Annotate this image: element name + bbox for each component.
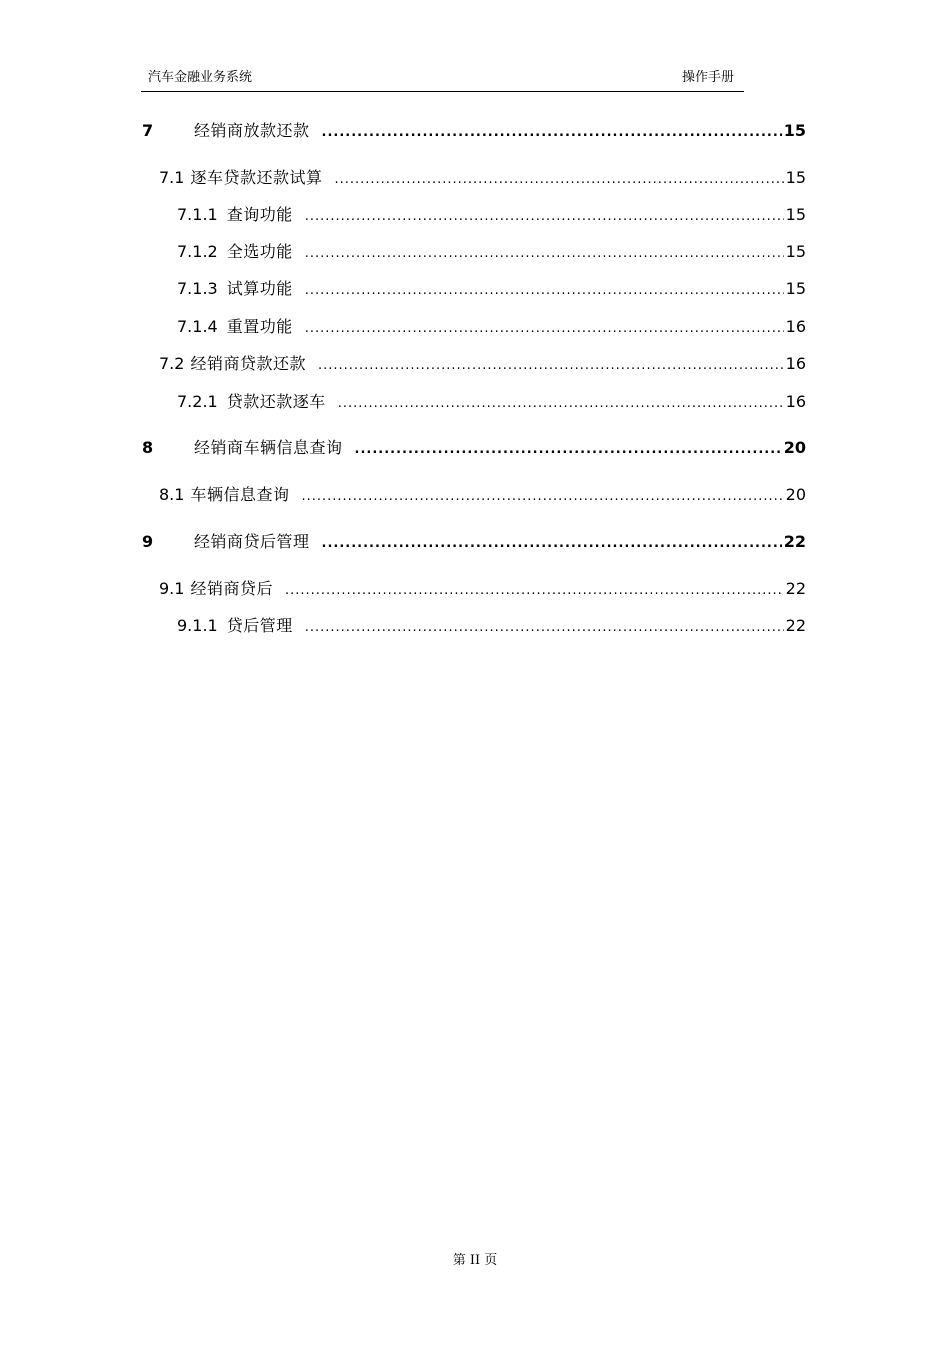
toc-page-number: 16 — [785, 354, 806, 373]
toc-number: 7.1.1 — [177, 205, 218, 224]
toc-entry[interactable] — [177, 613, 806, 637]
page-footer: 第 II 页 — [452, 1253, 498, 1268]
toc-leader — [301, 489, 783, 504]
toc-number: 7.1.4 — [177, 317, 218, 336]
toc-leader — [334, 172, 783, 187]
toc-title: 逐车贷款还款试算 — [190, 168, 323, 187]
toc-title: 重置功能 — [226, 317, 293, 336]
toc-number: 7.2 — [159, 354, 185, 373]
toc-entry[interactable] — [159, 165, 806, 189]
toc-title: 经销商贷后管理 — [194, 532, 310, 551]
toc-page-number: 22 — [783, 532, 806, 551]
toc-page-number: 20 — [783, 438, 806, 457]
toc-entry[interactable] — [159, 351, 806, 375]
toc-number: 8.1 — [159, 485, 185, 504]
toc-number: 9.1.1 — [177, 616, 218, 635]
header-divider — [141, 91, 744, 92]
toc-title: 经销商放款还款 — [194, 121, 310, 140]
toc-number: 7 — [142, 121, 154, 140]
toc-entry[interactable] — [142, 118, 806, 142]
toc-number: 9.1 — [159, 579, 185, 598]
toc-entry[interactable] — [177, 314, 806, 338]
toc-number: 7.1 — [159, 168, 185, 187]
toc-entry[interactable] — [159, 482, 806, 506]
toc-number: 9 — [142, 532, 154, 551]
toc-leader — [318, 358, 784, 373]
toc-leader — [305, 283, 784, 298]
toc-title: 经销商贷款还款 — [190, 354, 306, 373]
toc-leader — [322, 536, 782, 551]
toc-page-number: 15 — [785, 205, 806, 224]
toc-page-number: 15 — [783, 121, 806, 140]
toc-title: 经销商车辆信息查询 — [194, 438, 343, 457]
toc-page-number: 15 — [785, 242, 806, 261]
toc-title: 查询功能 — [226, 205, 293, 224]
toc-title: 经销商贷后 — [190, 579, 273, 598]
toc-page-number: 15 — [785, 168, 806, 187]
toc-page-number: 22 — [785, 616, 806, 635]
toc-number: 7.1.3 — [177, 279, 218, 298]
toc-page-number: 22 — [785, 579, 806, 598]
toc-page-number: 15 — [785, 279, 806, 298]
toc-number: 7.1.2 — [177, 242, 218, 261]
toc-title: 试算功能 — [226, 279, 293, 298]
toc-leader — [322, 125, 782, 140]
toc-entry[interactable] — [159, 576, 806, 600]
toc-leader — [305, 620, 784, 635]
toc-page-number: 20 — [785, 485, 806, 504]
toc-number: 7.2.1 — [177, 392, 218, 411]
toc-title: 全选功能 — [226, 242, 293, 261]
toc-title: 车辆信息查询 — [190, 485, 290, 504]
toc-leader — [305, 209, 784, 224]
toc-leader — [305, 246, 784, 261]
toc-entry[interactable] — [177, 276, 806, 300]
toc-title: 贷款还款逐车 — [226, 392, 326, 411]
toc-entry[interactable] — [142, 529, 806, 553]
toc-leader — [305, 321, 784, 336]
toc-leader — [355, 442, 782, 457]
toc-title: 贷后管理 — [226, 616, 293, 635]
toc-entry[interactable] — [177, 202, 806, 226]
toc-leader — [285, 583, 784, 598]
toc-number: 8 — [142, 438, 154, 457]
header-system-name: 汽车金融业务系统 — [148, 70, 253, 85]
toc-entry[interactable] — [142, 435, 806, 459]
toc-leader — [338, 396, 784, 411]
toc-page-number: 16 — [785, 317, 806, 336]
header-manual-label: 操作手册 — [682, 70, 735, 85]
toc-page-number: 16 — [785, 392, 806, 411]
toc-entry[interactable] — [177, 389, 806, 413]
toc-entry[interactable] — [177, 239, 806, 263]
